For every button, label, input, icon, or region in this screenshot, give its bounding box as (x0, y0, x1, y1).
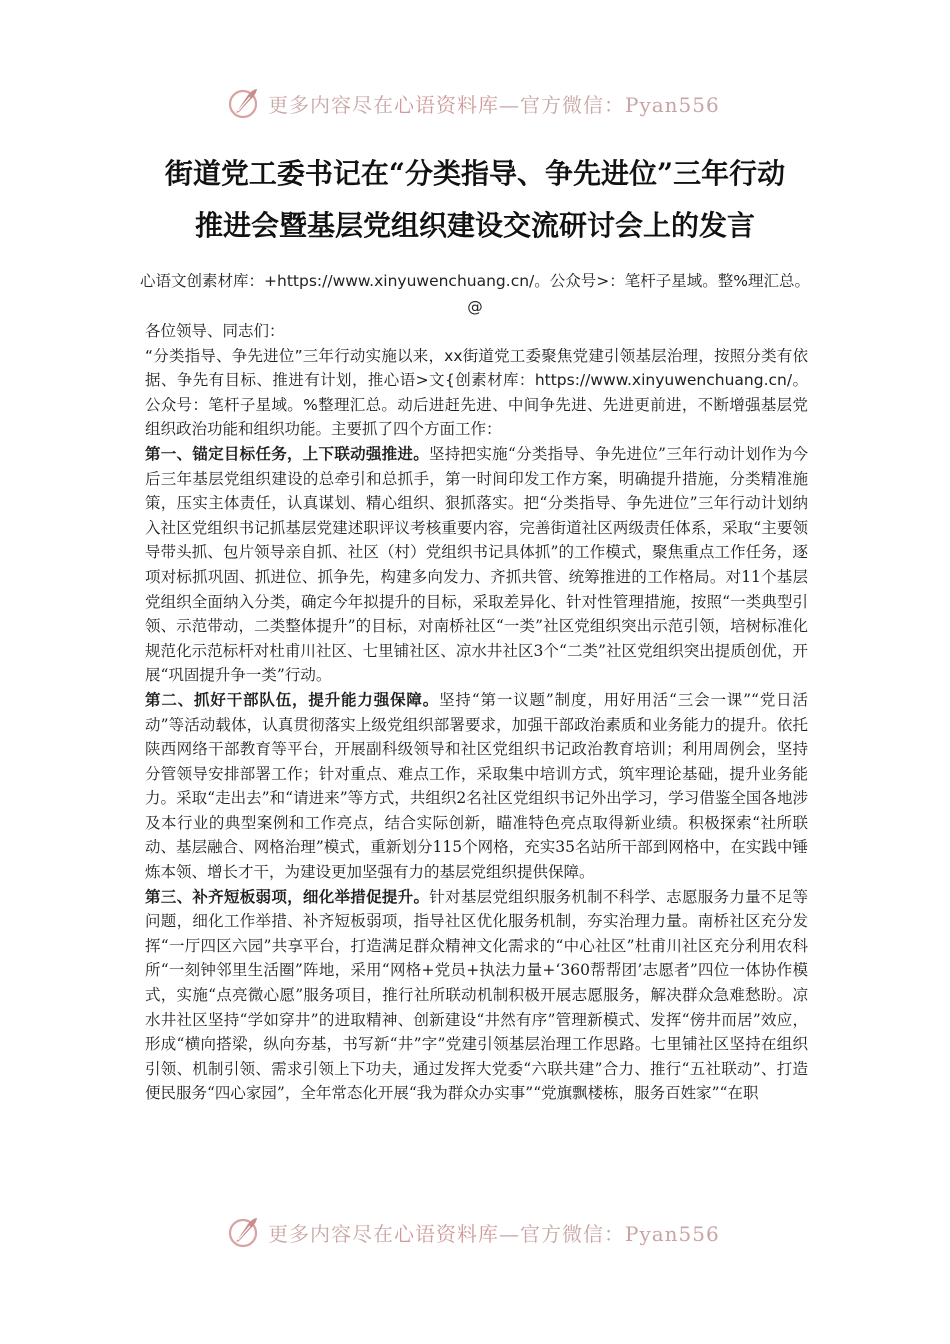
salutation: 各位领导、同志们： (145, 322, 285, 340)
section-heading-3: 第三、补齐短板弱项，细化举措促提升。 (145, 886, 430, 906)
source-line: 心语文创素材库：+https://www.xinyuwenchuang.cn/。公众号>：笔杆子星域。整%理汇总。@ (140, 272, 810, 316)
quill-pen-logo-icon (226, 85, 262, 121)
banner-text: 更多内容尽在心语资料库—官方微信：Pyan556 (268, 92, 720, 117)
section-paragraph-2 (145, 688, 808, 885)
section-paragraph-3 (145, 885, 808, 1106)
quill-pen-logo-icon (226, 1214, 262, 1250)
section-paragraph-1 (145, 442, 808, 688)
title-line-2: 推进会暨基层党组织建设交流研讨会上的发言 (194, 209, 755, 242)
watermark-banner-top (226, 83, 726, 123)
document-body (145, 319, 808, 1106)
section-text-1: 坚持把实施“分类指导、争先进位”三年行动计划作为今后三年基层党组织建设的总牵引和总抓手，第一时间印发工作方案，明确提升措施，分类精准施策，压实主体责任，认真谋划、精心组织、狠抓落实。把“分类指导、争先进位”三年行动计划纳入社区党组织书记抓基层党建述职评议考核重要内容，完善街道社区两级责任体系，采取“主要领导带头抓、包片领导亲自抓、社区（村）党组织书记具体抓”的工作模式，聚焦重点工作任务，逐项对标抓巩固、抓进位、抓争先，构建多向发力、齐抓共管、统筹推进的工作格局。对11个基层党组织全面纳入分类，确定今年拟提升的目标，采取差异化、针对性管理措施，按照“一类典型引领、示范带动，二类整体提升”的目标，对南桥社区“一类”社区党组织突出示范引领，培树标准化规范化示范标杆对杜甫川社区、七里铺社区、凉水井社区3个“二类”社区党组织突出提质创优，开展“巩固提升争一类”行动。 (145, 444, 808, 685)
section-text-3: 针对基层党组织服务机制不科学、志愿服务力量不足等问题，细化工作举措、补齐短板弱项，指导社区优化服务机制，夯实治理力量。南桥社区充分发挥“一厅四区六园”共享平台，打造满足群众精神文化需求的“中心社区”杜甫川社区充分利用农科所“一刻钟邻里生活圈”阵地，采用“网格+党员+执法力量+‘360帮帮团’志愿者”四位一体协作模式，实施“点亮微心愿”服务项目，推行社所联动机制积极开展志愿服务，解决群众急难愁盼。凉水井社区坚持“学如穿井”的进取精神、创新建设“井然有序”管理新模式、发挥“傍井而居”效应，形成“横向搭梁，纵向夯基，书写新“井”字”党建引领基层治理工作思路。七里铺社区坚持在组织引领、机制引领、需求引领上下功夫，通过发挥大党委“六联共建”合力、推行“五社联动”、打造便民服务“四心家园”，全年常态化开展“我为群众办实事”“党旗飘楼栋，服务百姓家”“在职 (145, 887, 808, 1103)
watermark-banner-bottom (226, 1212, 726, 1252)
section-heading-1: 第一、锚定目标任务，上下联动强推进。 (145, 443, 429, 463)
document-title (120, 148, 830, 252)
banner-text: 更多内容尽在心语资料库—官方微信：Pyan556 (268, 1221, 720, 1246)
title-line-1: 街道党工委书记在“分类指导、争先进位”三年行动 (164, 157, 786, 190)
section-heading-2: 第二、抓好干部队伍，提升能力强保障。 (145, 689, 440, 709)
intro-paragraph: “分类指导、争先进位”三年行动实施以来，xx街道党工委聚焦党建引领基层治理，按照分类有依据、争先有目标、推进有计划，推心语>文{创素材库：https://www.xinyuwenchuang.cn/。公众号：笔杆子星域。%整理汇总。动后进赶先进、中间争先进、先进更前进，不断增强基层党组织政治功能和组织功能。主要抓了四个方面工作： (145, 346, 808, 439)
section-text-2: 坚持“第一议题”制度，用好用活“三会一课”“党日活动”等活动载体，认真贯彻落实上级党组织部署要求，加强干部政治素质和业务能力的提升。依托陕西网络干部教育等平台，开展副科级领导和社区党组织书记政治教育培训；利用周例会，坚持分管领导安排部署工作；针对重点、难点工作，采取集中培训方式，筑牢理论基础，提升业务能力。采取“走出去”和“请进来”等方式，共组织2名社区党组织书记外出学习，学习借鉴全国各地涉及本行业的典型案例和工作亮点，结合实际创新，瞄准特色亮点取得新业绩。积极探索“社所联动、基层融合、网格治理”模式，重新划分115个网格，充实35名站所干部到网格中，在实践中锤炼本领、增长才干，为建设更加坚强有力的基层党组织提供保障。 (145, 690, 808, 882)
